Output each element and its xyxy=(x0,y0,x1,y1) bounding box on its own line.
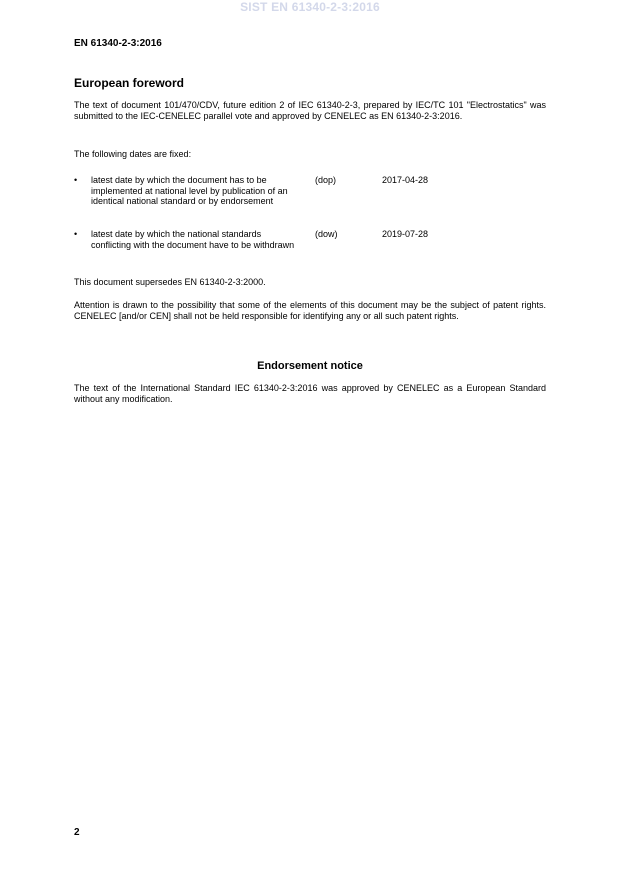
document-id-header: EN 61340-2-3:2016 xyxy=(74,38,162,49)
endorsement-title: Endorsement notice xyxy=(257,360,363,372)
bullet-icon: • xyxy=(74,175,78,185)
bullet-icon: • xyxy=(74,229,78,239)
page-number: 2 xyxy=(74,827,80,838)
foreword-title: European foreword xyxy=(74,76,185,90)
date-description: latest date by which the national standards conflicting with the document have to be withdrawn xyxy=(91,229,295,250)
foreword-intro-paragraph: The text of document 101/470/CDV, future edition 2 of IEC 61340-2-3, prepared by IEC/TC 101 "Electrostatics" was submitted to the IEC-CENELEC parallel vote and approved by CENELEC as EN 61340-2-3:2016. xyxy=(74,100,546,121)
watermark: SIST EN 61340-2-3:2016 xyxy=(240,0,380,14)
date-description: latest date by which the document has to be implemented at national level by publication of an identical national standard or by endorsement xyxy=(91,175,288,206)
dates-intro-paragraph: The following dates are fixed: xyxy=(74,149,192,159)
date-value: 2017-04-28 xyxy=(382,175,429,185)
date-abbreviation: (dow) xyxy=(315,229,338,239)
supersedes-paragraph: This document supersedes EN 61340-2-3:2000. xyxy=(74,277,266,287)
endorsement-paragraph: The text of the International Standard IEC 61340-2-3:2016 was approved by CENELEC as a European Standard without any modification. xyxy=(74,383,546,404)
date-abbreviation: (dop) xyxy=(315,175,337,185)
date-value: 2019-07-28 xyxy=(382,229,429,239)
patent-paragraph: Attention is drawn to the possibility that some of the elements of this document may be the subject of patent rights. CENELEC [and/or CEN] shall not be held responsible for identifying any or all such patent rights. xyxy=(74,300,546,321)
